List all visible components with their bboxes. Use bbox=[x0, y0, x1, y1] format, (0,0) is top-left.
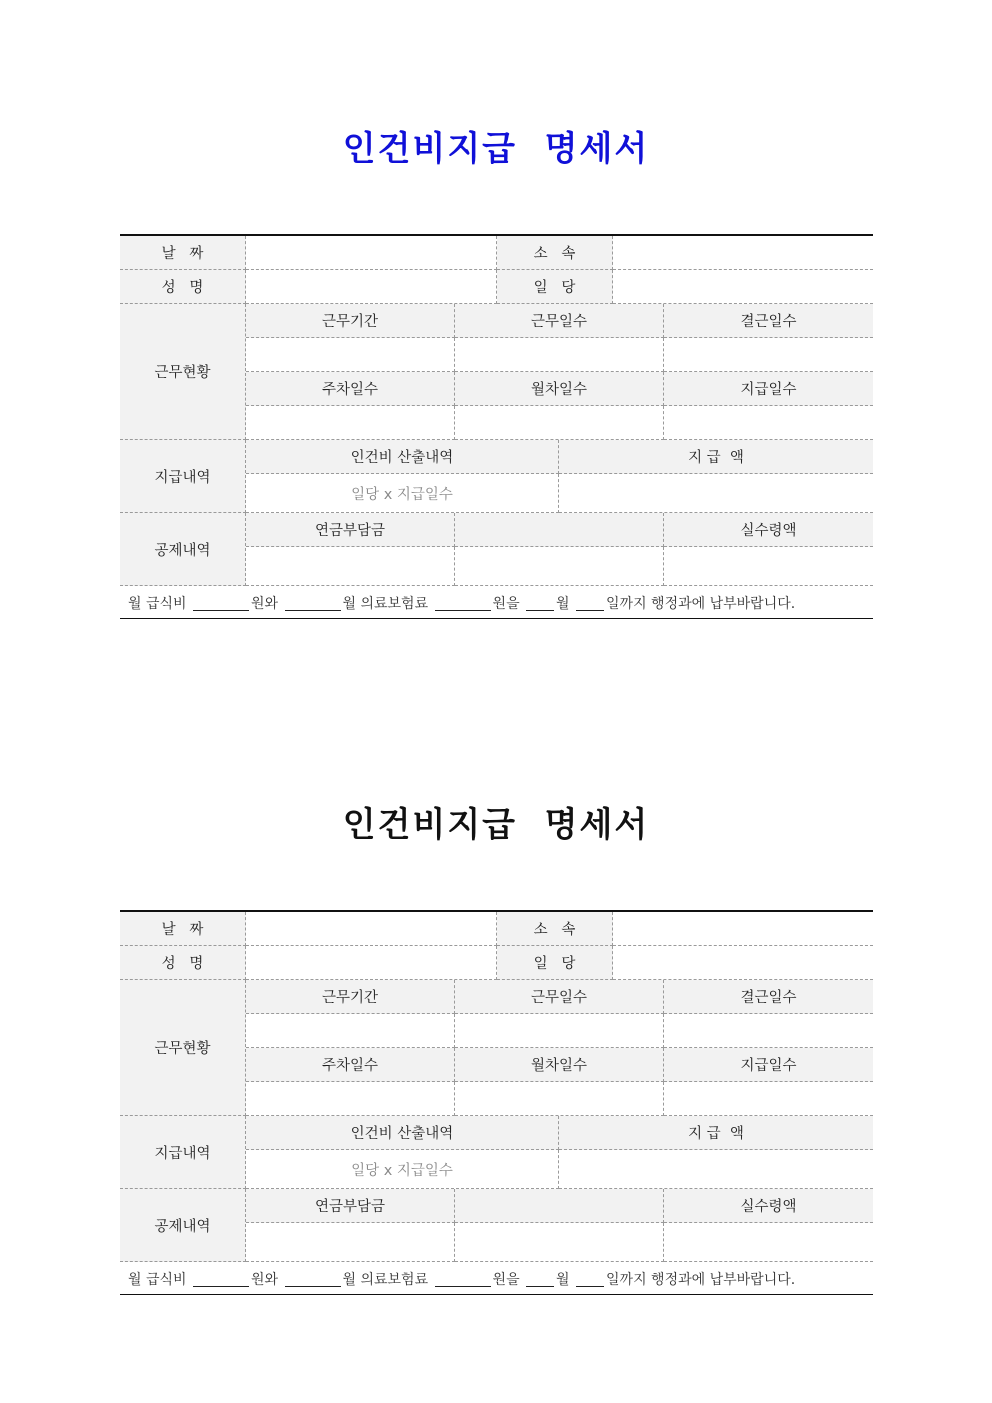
note-text-5: 월 bbox=[556, 1271, 575, 1288]
name-field[interactable] bbox=[246, 270, 497, 304]
affiliation-label: 소 속 bbox=[497, 236, 613, 270]
name-label: 성 명 bbox=[120, 946, 246, 980]
monthly-leave-days-label: 월차일수 bbox=[455, 1048, 664, 1082]
form-title: 인건비지급 명세서 bbox=[342, 805, 650, 845]
note-text-3: 월 의료보험료 bbox=[342, 1271, 433, 1288]
payslip-form-2 bbox=[0, 676, 992, 1288]
daily-rate-field[interactable] bbox=[613, 946, 873, 980]
absence-days-field[interactable] bbox=[664, 1014, 873, 1048]
calc-formula-field[interactable]: 일당 x 지급일수 bbox=[246, 1150, 559, 1189]
deduction-blank-header bbox=[455, 513, 664, 547]
net-pay-field[interactable] bbox=[664, 1223, 873, 1262]
meal-month-blank[interactable] bbox=[193, 1271, 249, 1287]
affiliation-label: 소 속 bbox=[497, 912, 613, 946]
work-period-label: 근무기간 bbox=[246, 304, 455, 338]
pension-field[interactable] bbox=[246, 1223, 455, 1262]
insurance-amount-blank[interactable] bbox=[435, 1271, 491, 1287]
calc-formula-field[interactable]: 일당 x 지급일수 bbox=[246, 474, 559, 513]
payslip-form-1 bbox=[0, 0, 992, 612]
date-field[interactable] bbox=[246, 236, 497, 270]
absence-days-label: 결근일수 bbox=[664, 980, 873, 1014]
monthly-leave-days-label: 월차일수 bbox=[455, 372, 664, 406]
due-month-blank[interactable] bbox=[526, 595, 554, 611]
paid-days-field[interactable] bbox=[664, 406, 873, 440]
daily-rate-label: 일 당 bbox=[497, 946, 613, 980]
weekly-holiday-days-label: 주차일수 bbox=[246, 1048, 455, 1082]
work-days-label: 근무일수 bbox=[455, 980, 664, 1014]
weekly-holiday-days-field[interactable] bbox=[246, 1082, 455, 1116]
monthly-leave-days-field[interactable] bbox=[455, 406, 664, 440]
note-text-1: 월 급식비 bbox=[128, 595, 191, 612]
payment-amount-label: 지 급 액 bbox=[559, 1116, 873, 1150]
meal-amount-blank[interactable] bbox=[285, 1271, 341, 1287]
paid-days-field[interactable] bbox=[664, 1082, 873, 1116]
due-month-blank[interactable] bbox=[526, 1271, 554, 1287]
payslip-table bbox=[120, 234, 873, 619]
payment-details-label: 지급내역 bbox=[120, 1116, 246, 1189]
work-days-field[interactable] bbox=[455, 338, 664, 372]
note-text-2: 원와 bbox=[251, 595, 283, 612]
payment-amount-field[interactable] bbox=[559, 1150, 873, 1189]
date-label: 날 짜 bbox=[120, 912, 246, 946]
payment-details-label: 지급내역 bbox=[120, 440, 246, 513]
weekly-holiday-days-label: 주차일수 bbox=[246, 372, 455, 406]
deduction-label: 공제내역 bbox=[120, 1189, 246, 1262]
note-text-5: 월 bbox=[556, 595, 575, 612]
meal-month-blank[interactable] bbox=[193, 595, 249, 611]
date-label: 날 짜 bbox=[120, 236, 246, 270]
absence-days-label: 결근일수 bbox=[664, 304, 873, 338]
work-status-label: 근무현황 bbox=[120, 980, 246, 1116]
note-text-3: 월 의료보험료 bbox=[342, 595, 433, 612]
work-period-field[interactable] bbox=[246, 1014, 455, 1048]
affiliation-field[interactable] bbox=[613, 912, 873, 946]
deduction-blank-field[interactable] bbox=[455, 1223, 664, 1262]
daily-rate-field[interactable] bbox=[613, 270, 873, 304]
weekly-holiday-days-field[interactable] bbox=[246, 406, 455, 440]
deduction-blank-field[interactable] bbox=[455, 547, 664, 586]
note-text-4: 원을 bbox=[492, 1271, 525, 1288]
deduction-label: 공제내역 bbox=[120, 513, 246, 586]
work-period-label: 근무기간 bbox=[246, 980, 455, 1014]
monthly-leave-days-field[interactable] bbox=[455, 1082, 664, 1116]
labor-cost-calc-label: 인건비 산출내역 bbox=[246, 440, 559, 474]
absence-days-field[interactable] bbox=[664, 338, 873, 372]
date-field[interactable] bbox=[246, 912, 497, 946]
payment-amount-label: 지 급 액 bbox=[559, 440, 873, 474]
work-days-label: 근무일수 bbox=[455, 304, 664, 338]
meal-amount-blank[interactable] bbox=[285, 595, 341, 611]
note-text-1: 월 급식비 bbox=[128, 1271, 191, 1288]
net-pay-field[interactable] bbox=[664, 547, 873, 586]
due-day-blank[interactable] bbox=[576, 595, 604, 611]
deduction-blank-header bbox=[455, 1189, 664, 1223]
note-text-2: 원와 bbox=[251, 1271, 283, 1288]
note-text-4: 원을 bbox=[492, 595, 525, 612]
payslip-table bbox=[120, 910, 873, 1295]
pension-label: 연금부담금 bbox=[246, 1189, 455, 1223]
payment-amount-field[interactable] bbox=[559, 474, 873, 513]
net-pay-label: 실수령액 bbox=[664, 513, 873, 547]
pension-field[interactable] bbox=[246, 547, 455, 586]
labor-cost-calc-label: 인건비 산출내역 bbox=[246, 1116, 559, 1150]
note-text-6: 일까지 행정과에 납부바랍니다. bbox=[606, 1271, 796, 1288]
payment-note bbox=[120, 586, 873, 619]
name-field[interactable] bbox=[246, 946, 497, 980]
work-days-field[interactable] bbox=[455, 1014, 664, 1048]
daily-rate-label: 일 당 bbox=[497, 270, 613, 304]
paid-days-label: 지급일수 bbox=[664, 372, 873, 406]
net-pay-label: 실수령액 bbox=[664, 1189, 873, 1223]
pension-label: 연금부담금 bbox=[246, 513, 455, 547]
form-title: 인건비지급 명세서 bbox=[342, 129, 650, 169]
due-day-blank[interactable] bbox=[576, 1271, 604, 1287]
work-status-label: 근무현황 bbox=[120, 304, 246, 440]
work-period-field[interactable] bbox=[246, 338, 455, 372]
payment-note bbox=[120, 1262, 873, 1295]
name-label: 성 명 bbox=[120, 270, 246, 304]
affiliation-field[interactable] bbox=[613, 236, 873, 270]
note-text-6: 일까지 행정과에 납부바랍니다. bbox=[606, 595, 796, 612]
paid-days-label: 지급일수 bbox=[664, 1048, 873, 1082]
insurance-amount-blank[interactable] bbox=[435, 595, 491, 611]
